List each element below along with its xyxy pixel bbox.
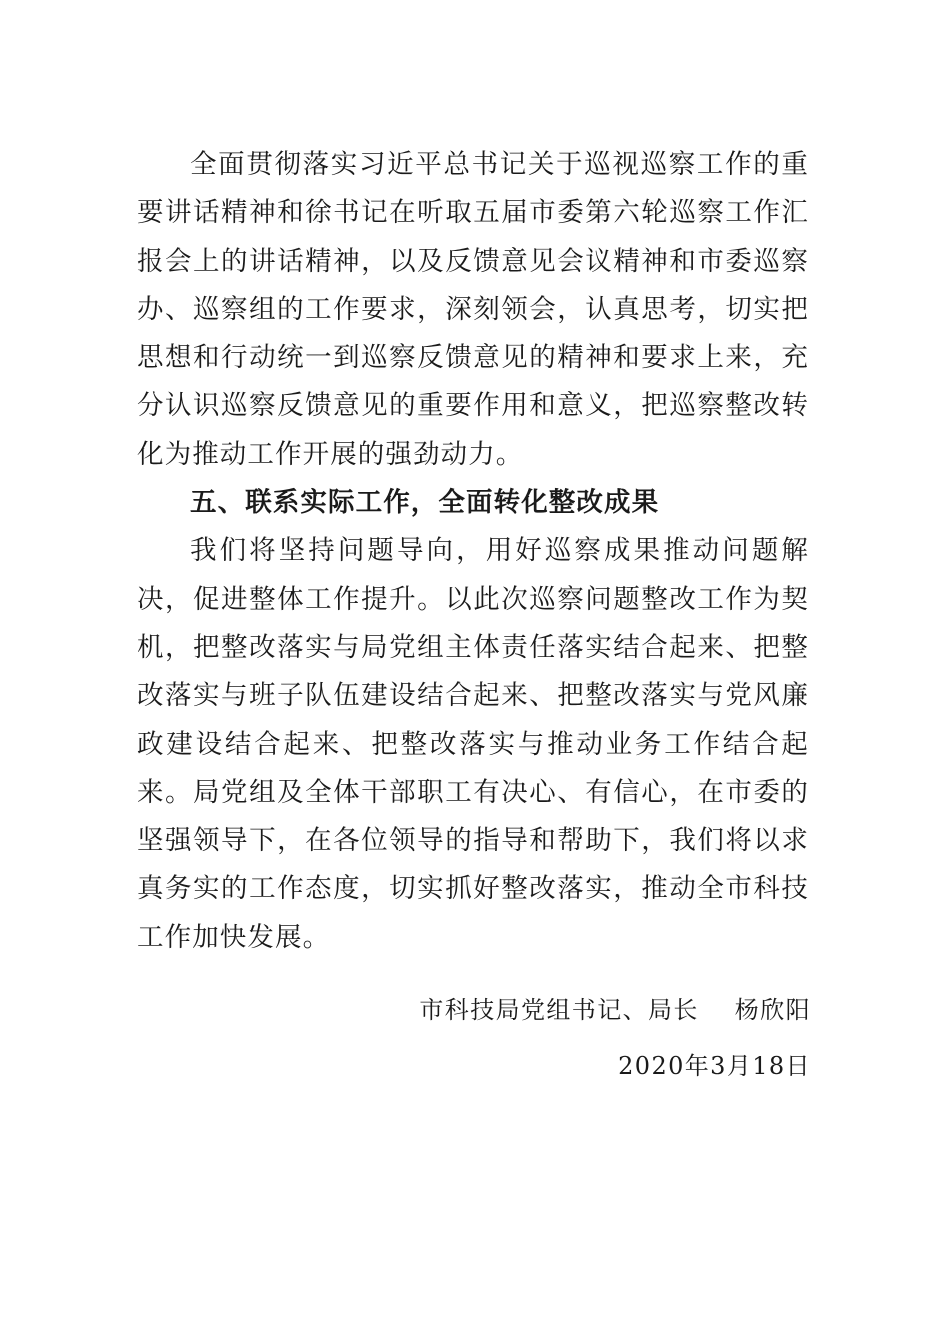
signature-title: 市科技局党组书记、局长 bbox=[419, 996, 699, 1024]
signature-block bbox=[311, 990, 811, 1086]
signature-name: 杨欣阳 bbox=[734, 996, 811, 1024]
paragraph-implement-spirit: 全面贯彻落实习近平总书记关于巡视巡察工作的重要讲话精神和徐书记在听取五届市委第六轮巡察工作汇报会上的讲话精神，以及反馈意见会议精神和市委巡察办、巡察组的工作要求，深刻领会，认真思考，切实把思想和行动统一到巡察反馈意见的精神和要求上来，充分认识巡察反馈意见的重要作用和意义，把巡察整改转化为推动工作开展的强劲动力。 bbox=[137, 149, 809, 470]
paragraph-rectification-results: 我们将坚持问题导向，用好巡察成果推动问题解决，促进整体工作提升。以此次巡察问题整改工作为契机，把整改落实与局党组主体责任落实结合起来、把整改落实与班子队伍建设结合起来、把整改落实与党风廉政建设结合起来、把整改落实与推动业务工作结合起来。局党组及全体干部职工有决心、有信心，在市委的坚强领导下，在各位领导的指导和帮助下，我们将以求真务实的工作态度，切实抓好整改落实，推动全市科技工作加快发展。 bbox=[137, 535, 809, 953]
section-heading-five: 五、联系实际工作，全面转化整改成果 bbox=[190, 487, 660, 519]
signature-line bbox=[311, 990, 811, 1030]
document-body bbox=[137, 141, 809, 962]
signature-date: 2020年3月18日 bbox=[618, 1052, 811, 1080]
